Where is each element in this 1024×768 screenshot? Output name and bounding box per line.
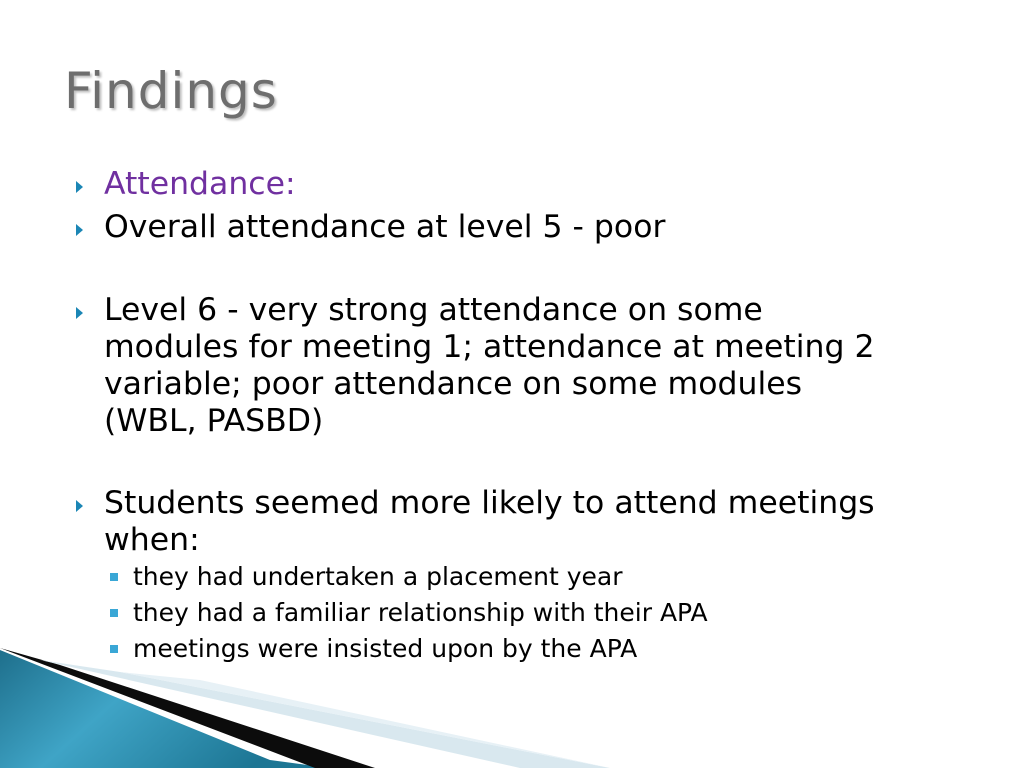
bullet-text: Attendance:	[104, 166, 296, 202]
slide-content	[72, 166, 972, 667]
arrow-bullet-icon	[76, 224, 83, 236]
bullet-level-5	[72, 209, 972, 246]
bullet-text-line: Level 6 - very strong attendance on some	[104, 292, 763, 328]
bullet-level-6	[72, 292, 972, 440]
bullet-text-line: (WBL, PASBD)	[104, 403, 324, 439]
square-bullet-icon	[110, 645, 118, 653]
bullet-text-line: when:	[104, 522, 200, 558]
sub-bullet-text: they had a familiar relationship with their APA	[133, 598, 708, 627]
arrow-bullet-icon	[76, 181, 83, 193]
bullet-text-line: modules for meeting 1; attendance at meeting 2	[104, 329, 875, 365]
sub-bullet-text: meetings were insisted upon by the APA	[133, 634, 638, 663]
bullet-text-line: variable; poor attendance on some modules	[104, 366, 802, 402]
square-bullet-icon	[110, 609, 118, 617]
sub-bullet-relationship	[72, 595, 972, 631]
bullet-attendance-heading	[72, 166, 972, 203]
arrow-bullet-icon	[76, 500, 83, 512]
arrow-bullet-icon	[76, 307, 83, 319]
square-bullet-icon	[110, 573, 118, 581]
bullet-text: Overall attendance at level 5 - poor	[104, 209, 666, 245]
sub-bullet-text: they had undertaken a placement year	[133, 562, 623, 591]
slide-title: Findings	[64, 62, 278, 120]
bullet-students	[72, 485, 972, 559]
sub-bullet-placement	[72, 559, 972, 595]
sub-bullet-insisted	[72, 631, 972, 667]
bullet-text-line: Students seemed more likely to attend meetings	[104, 485, 875, 521]
